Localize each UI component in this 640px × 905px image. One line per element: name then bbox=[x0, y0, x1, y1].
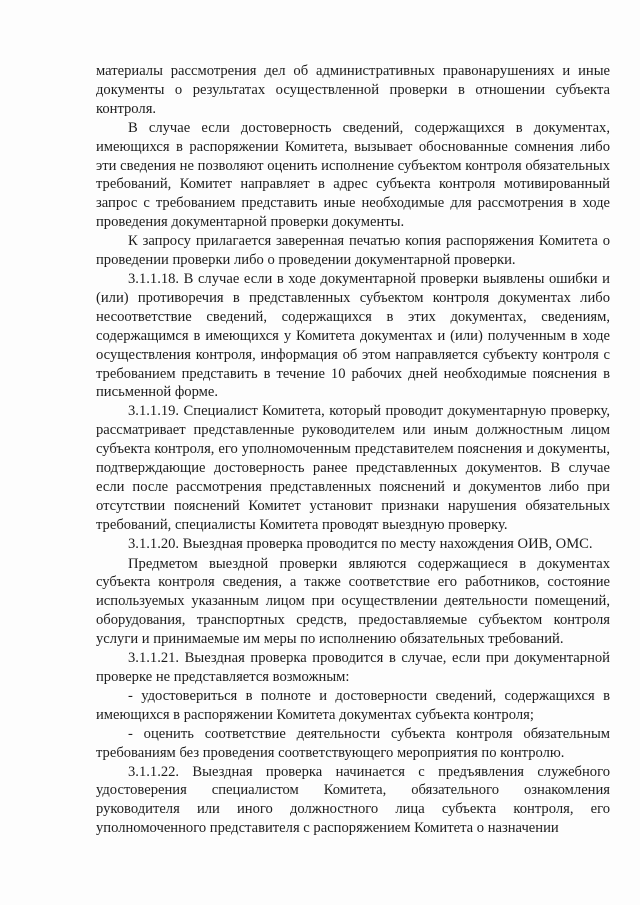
paragraph-3-1-1-20: 3.1.1.20. Выездная проверка проводится по месту нахождения ОИВ, ОМС. bbox=[128, 535, 593, 552]
paragraph-3-1-1-19: 3.1.1.19. Специалист Комитета, который проводит документарную проверку, рассматривает представленные руководителем или иным должностным лицом субъекта контроля, его уполномоченным представителем пояснения и документы, подтверждающие достоверность ранее представленных документов. В случае если после рассмотрения представленных пояснений и документов либо при отсутствии пояснений Комитет установит признаки нарушения обязательных требований, специалисты Комитета проводят выездную проверку. bbox=[96, 403, 610, 533]
paragraph-request-attachment: К запросу прилагается заверенная печатью копия распоряжения Комитета о проведении проверки либо о проведении документарной проверки. bbox=[96, 233, 610, 269]
paragraph-3-1-1-21: 3.1.1.21. Выездная проверка проводится в случае, если при документарной проверке не представляется возможным: bbox=[96, 650, 610, 685]
paragraph-verify-completeness: - удостовериться в полноте и достоверности сведений, содержащихся в имеющихся в распоряжении Комитета документах субъекта контроля; bbox=[96, 687, 610, 723]
paragraph-3-1-1-18: 3.1.1.18. В случае если в ходе документарной проверки выявлены ошибки и (или) противоречия в представленных субъектом контроля документах либо несоответствие сведений, содержащихся в этих документах, сведениям, содержащимся в имеющихся у Комитета документах и (или) полученным в ходе осуществления контроля, информация об этом направляется субъекту контроля с требованием представить в течение 10 рабочих дней необходимые пояснения в письменной форме. bbox=[96, 270, 610, 401]
paragraph-reliability-doubt: В случае если достоверность сведений, содержащихся в документах, имеющихся в распоряжении Комитета, вызывает обоснованные сомнения либо эти сведения не позволяют оценить исполнение субъектом контроля обязательных требований, Комитет направляет в адрес субъекта контроля мотивированный запрос с требованием представить иные необходимые для рассмотрения в ходе проведения документарной проверки документы. bbox=[96, 119, 610, 231]
paragraph-subject-of-inspection: Предметом выездной проверки являются содержащиеся в документах субъекта контроля сведения, а также соответствие его работников, состояние используемых указанным лицом при осуществлении деятельности помещений, оборудования, транспортных средств, предоставляемые субъектом контроля услуги и принимаемые им меры по исполнению обязательных требований. bbox=[96, 555, 610, 648]
paragraph-3-1-1-22: 3.1.1.22. Выездная проверка начинается с предъявления служебного удостоверения специалистом Комитета, обязательного ознакомления руководителя или иного должностного лица субъекта контроля, его уполномоченного представителя с распоряжением Комитета о назначении bbox=[96, 763, 610, 837]
paragraph-assess-compliance: - оценить соответствие деятельности субъекта контроля обязательным требованиям без проведения соответствующего мероприятия по контролю. bbox=[96, 725, 610, 761]
paragraph-materials: материалы рассмотрения дел об административных правонарушениях и иные документы о результатах осуществленной проверки в отношении субъекта контроля. bbox=[96, 63, 610, 117]
